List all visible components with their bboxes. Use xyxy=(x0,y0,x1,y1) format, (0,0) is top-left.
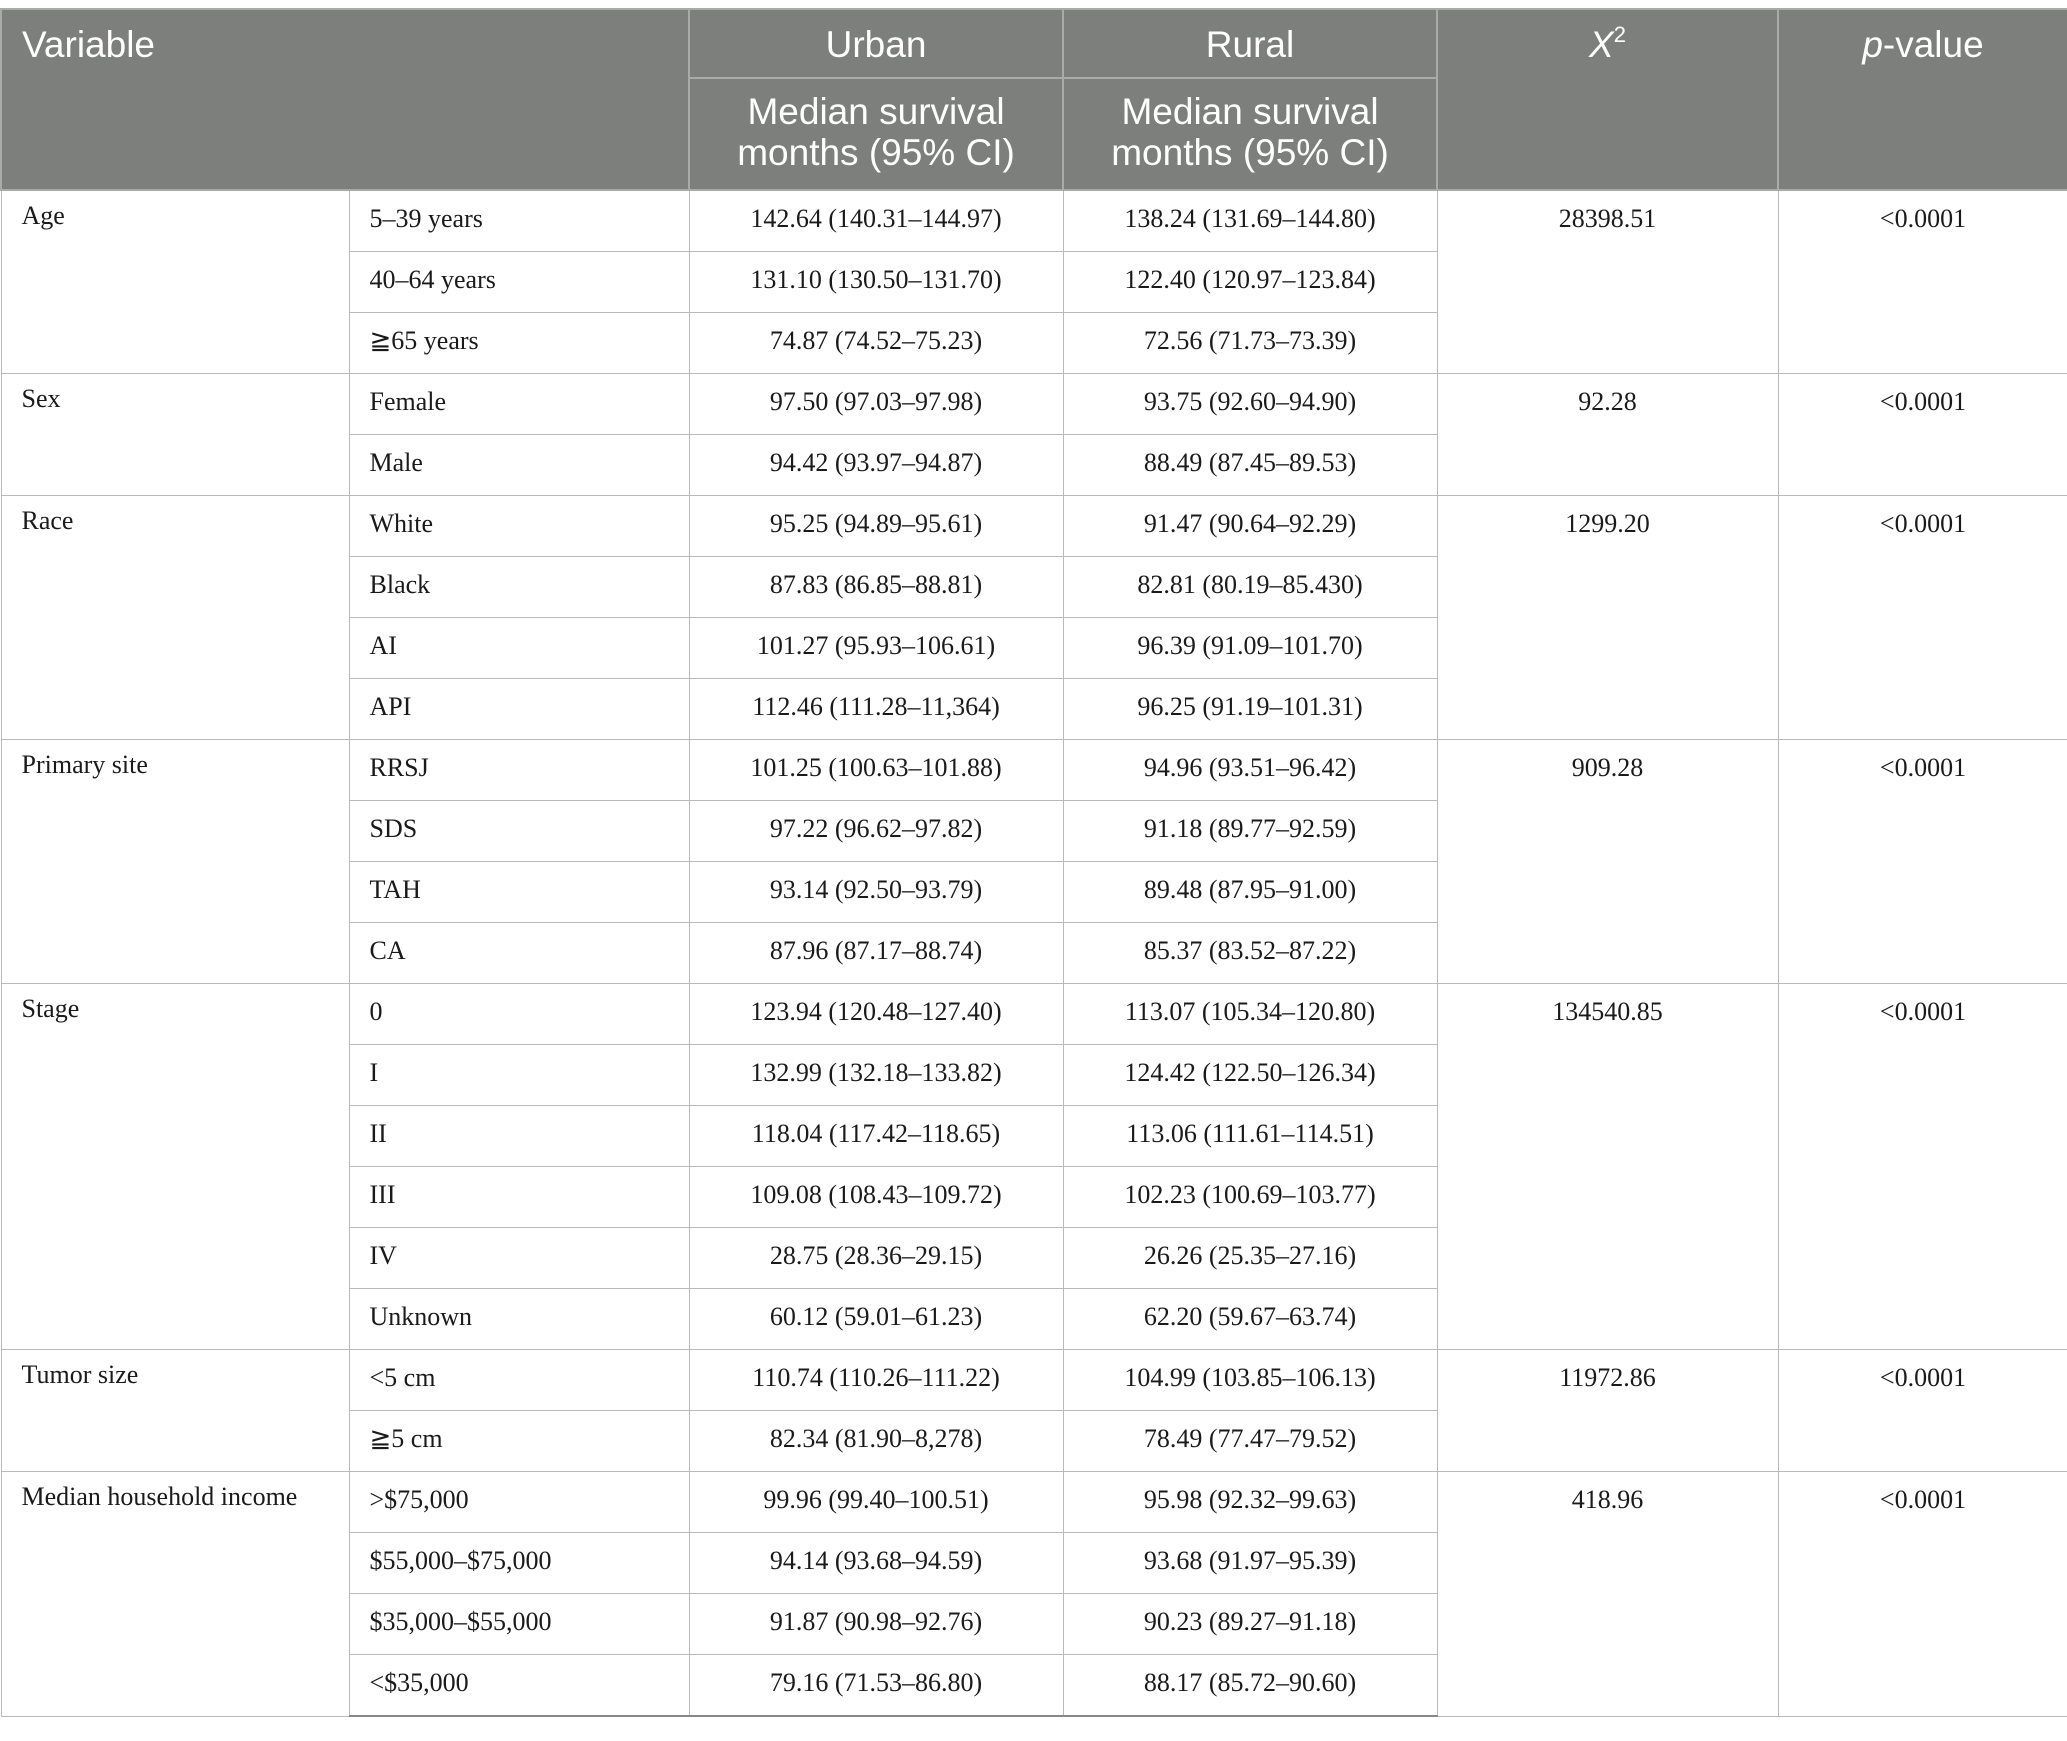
urban-cell: 99.96 (99.40–100.51) xyxy=(689,1472,1063,1533)
urban-cell: 112.46 (111.28–11,364) xyxy=(689,679,1063,740)
level-cell: $55,000–$75,000 xyxy=(349,1533,689,1594)
rural-cell: 62.20 (59.67–63.74) xyxy=(1063,1289,1437,1350)
rural-cell: 95.98 (92.32–99.63) xyxy=(1063,1472,1437,1533)
rural-cell: 91.47 (90.64–92.29) xyxy=(1063,496,1437,557)
header-rural: Rural xyxy=(1063,9,1437,78)
chi-square-cell: 92.28 xyxy=(1437,374,1778,496)
urban-cell: 93.14 (92.50–93.79) xyxy=(689,862,1063,923)
rural-cell: 124.42 (122.50–126.34) xyxy=(1063,1045,1437,1106)
rural-cell: 85.37 (83.52–87.22) xyxy=(1063,923,1437,984)
rural-cell: 78.49 (77.47–79.52) xyxy=(1063,1411,1437,1472)
level-cell: RRSJ xyxy=(349,740,689,801)
level-cell: 40–64 years xyxy=(349,252,689,313)
survival-table xyxy=(0,8,2067,1717)
table-row xyxy=(1,1472,2067,1533)
table-row xyxy=(1,496,2067,557)
variable-cell: Age xyxy=(1,190,349,374)
table-row xyxy=(1,1350,2067,1411)
chi-square-cell: 134540.85 xyxy=(1437,984,1778,1350)
level-cell: AI xyxy=(349,618,689,679)
urban-cell: 28.75 (28.36–29.15) xyxy=(689,1228,1063,1289)
level-cell: Male xyxy=(349,435,689,496)
level-cell: ≧5 cm xyxy=(349,1411,689,1472)
urban-cell: 94.42 (93.97–94.87) xyxy=(689,435,1063,496)
variable-cell: Sex xyxy=(1,374,349,496)
rural-cell: 94.96 (93.51–96.42) xyxy=(1063,740,1437,801)
level-cell: 0 xyxy=(349,984,689,1045)
urban-cell: 97.50 (97.03–97.98) xyxy=(689,374,1063,435)
table-row xyxy=(1,984,2067,1045)
level-cell: II xyxy=(349,1106,689,1167)
chi-square-cell: 28398.51 xyxy=(1437,190,1778,374)
table-header xyxy=(1,9,2067,190)
variable-cell: Tumor size xyxy=(1,1350,349,1472)
level-cell: CA xyxy=(349,923,689,984)
urban-cell: 87.83 (86.85–88.81) xyxy=(689,557,1063,618)
header-variable: Variable xyxy=(1,9,689,190)
header-chi-square xyxy=(1437,9,1778,190)
level-cell: Unknown xyxy=(349,1289,689,1350)
level-cell: $35,000–$55,000 xyxy=(349,1594,689,1655)
urban-cell: 109.08 (108.43–109.72) xyxy=(689,1167,1063,1228)
rural-cell: 88.49 (87.45–89.53) xyxy=(1063,435,1437,496)
urban-cell: 142.64 (140.31–144.97) xyxy=(689,190,1063,252)
urban-cell: 131.10 (130.50–131.70) xyxy=(689,252,1063,313)
rural-cell: 96.39 (91.09–101.70) xyxy=(1063,618,1437,679)
level-cell: Female xyxy=(349,374,689,435)
table-row xyxy=(1,374,2067,435)
level-cell: I xyxy=(349,1045,689,1106)
p-value-cell: <0.0001 xyxy=(1778,984,2067,1350)
level-cell: Black xyxy=(349,557,689,618)
urban-cell: 110.74 (110.26–111.22) xyxy=(689,1350,1063,1411)
level-cell: SDS xyxy=(349,801,689,862)
chi-square-cell: 1299.20 xyxy=(1437,496,1778,740)
level-cell: White xyxy=(349,496,689,557)
survival-table-container xyxy=(0,8,2067,1717)
variable-cell: Stage xyxy=(1,984,349,1350)
urban-cell: 123.94 (120.48–127.40) xyxy=(689,984,1063,1045)
urban-cell: 101.27 (95.93–106.61) xyxy=(689,618,1063,679)
level-cell: <$35,000 xyxy=(349,1655,689,1717)
level-cell: ≧65 years xyxy=(349,313,689,374)
chi-square-cell: 909.28 xyxy=(1437,740,1778,984)
rural-cell: 90.23 (89.27–91.18) xyxy=(1063,1594,1437,1655)
rural-cell: 104.99 (103.85–106.13) xyxy=(1063,1350,1437,1411)
rural-cell: 138.24 (131.69–144.80) xyxy=(1063,190,1437,252)
level-cell: >$75,000 xyxy=(349,1472,689,1533)
p-value-cell: <0.0001 xyxy=(1778,740,2067,984)
level-cell: 5–39 years xyxy=(349,190,689,252)
urban-cell: 91.87 (90.98–92.76) xyxy=(689,1594,1063,1655)
level-cell: <5 cm xyxy=(349,1350,689,1411)
p-value-cell: <0.0001 xyxy=(1778,1472,2067,1717)
rural-cell: 96.25 (91.19–101.31) xyxy=(1063,679,1437,740)
urban-cell: 74.87 (74.52–75.23) xyxy=(689,313,1063,374)
rural-cell: 93.68 (91.97–95.39) xyxy=(1063,1533,1437,1594)
header-urban: Urban xyxy=(689,9,1063,78)
rural-cell: 26.26 (25.35–27.16) xyxy=(1063,1228,1437,1289)
rural-cell: 88.17 (85.72–90.60) xyxy=(1063,1655,1437,1717)
rural-cell: 93.75 (92.60–94.90) xyxy=(1063,374,1437,435)
urban-cell: 101.25 (100.63–101.88) xyxy=(689,740,1063,801)
level-cell: III xyxy=(349,1167,689,1228)
chi-square-sup: 2 xyxy=(1613,21,1626,47)
rural-cell: 82.81 (80.19–85.430) xyxy=(1063,557,1437,618)
header-urban-sub: Median survival months (95% CI) xyxy=(689,78,1063,190)
urban-cell: 118.04 (117.42–118.65) xyxy=(689,1106,1063,1167)
table-body xyxy=(1,190,2067,1716)
level-cell: IV xyxy=(349,1228,689,1289)
rural-cell: 102.23 (100.69–103.77) xyxy=(1063,1167,1437,1228)
p-value-cell: <0.0001 xyxy=(1778,190,2067,374)
urban-cell: 87.96 (87.17–88.74) xyxy=(689,923,1063,984)
rural-cell: 89.48 (87.95–91.00) xyxy=(1063,862,1437,923)
urban-cell: 79.16 (71.53–86.80) xyxy=(689,1655,1063,1717)
p-value-cell: <0.0001 xyxy=(1778,1350,2067,1472)
p-value-cell: <0.0001 xyxy=(1778,374,2067,496)
chi-square-cell: 11972.86 xyxy=(1437,1350,1778,1472)
p-value-cell: <0.0001 xyxy=(1778,496,2067,740)
urban-cell: 82.34 (81.90–8,278) xyxy=(689,1411,1063,1472)
level-cell: TAH xyxy=(349,862,689,923)
level-cell: API xyxy=(349,679,689,740)
urban-cell: 95.25 (94.89–95.61) xyxy=(689,496,1063,557)
variable-cell: Median household income xyxy=(1,1472,349,1717)
urban-cell: 97.22 (96.62–97.82) xyxy=(689,801,1063,862)
rural-cell: 72.56 (71.73–73.39) xyxy=(1063,313,1437,374)
urban-cell: 94.14 (93.68–94.59) xyxy=(689,1533,1063,1594)
variable-cell: Primary site xyxy=(1,740,349,984)
urban-cell: 132.99 (132.18–133.82) xyxy=(689,1045,1063,1106)
chi-square-letter: X xyxy=(1589,24,1614,65)
table-row xyxy=(1,740,2067,801)
variable-cell: Race xyxy=(1,496,349,740)
rural-cell: 122.40 (120.97–123.84) xyxy=(1063,252,1437,313)
header-p-value xyxy=(1778,9,2067,190)
table-row xyxy=(1,190,2067,252)
rural-cell: 91.18 (89.77–92.59) xyxy=(1063,801,1437,862)
rural-cell: 113.07 (105.34–120.80) xyxy=(1063,984,1437,1045)
p-letter: p xyxy=(1862,24,1883,65)
p-rest: -value xyxy=(1882,24,1984,65)
rural-cell: 113.06 (111.61–114.51) xyxy=(1063,1106,1437,1167)
urban-cell: 60.12 (59.01–61.23) xyxy=(689,1289,1063,1350)
chi-square-cell: 418.96 xyxy=(1437,1472,1778,1717)
header-rural-sub: Median survival months (95% CI) xyxy=(1063,78,1437,190)
